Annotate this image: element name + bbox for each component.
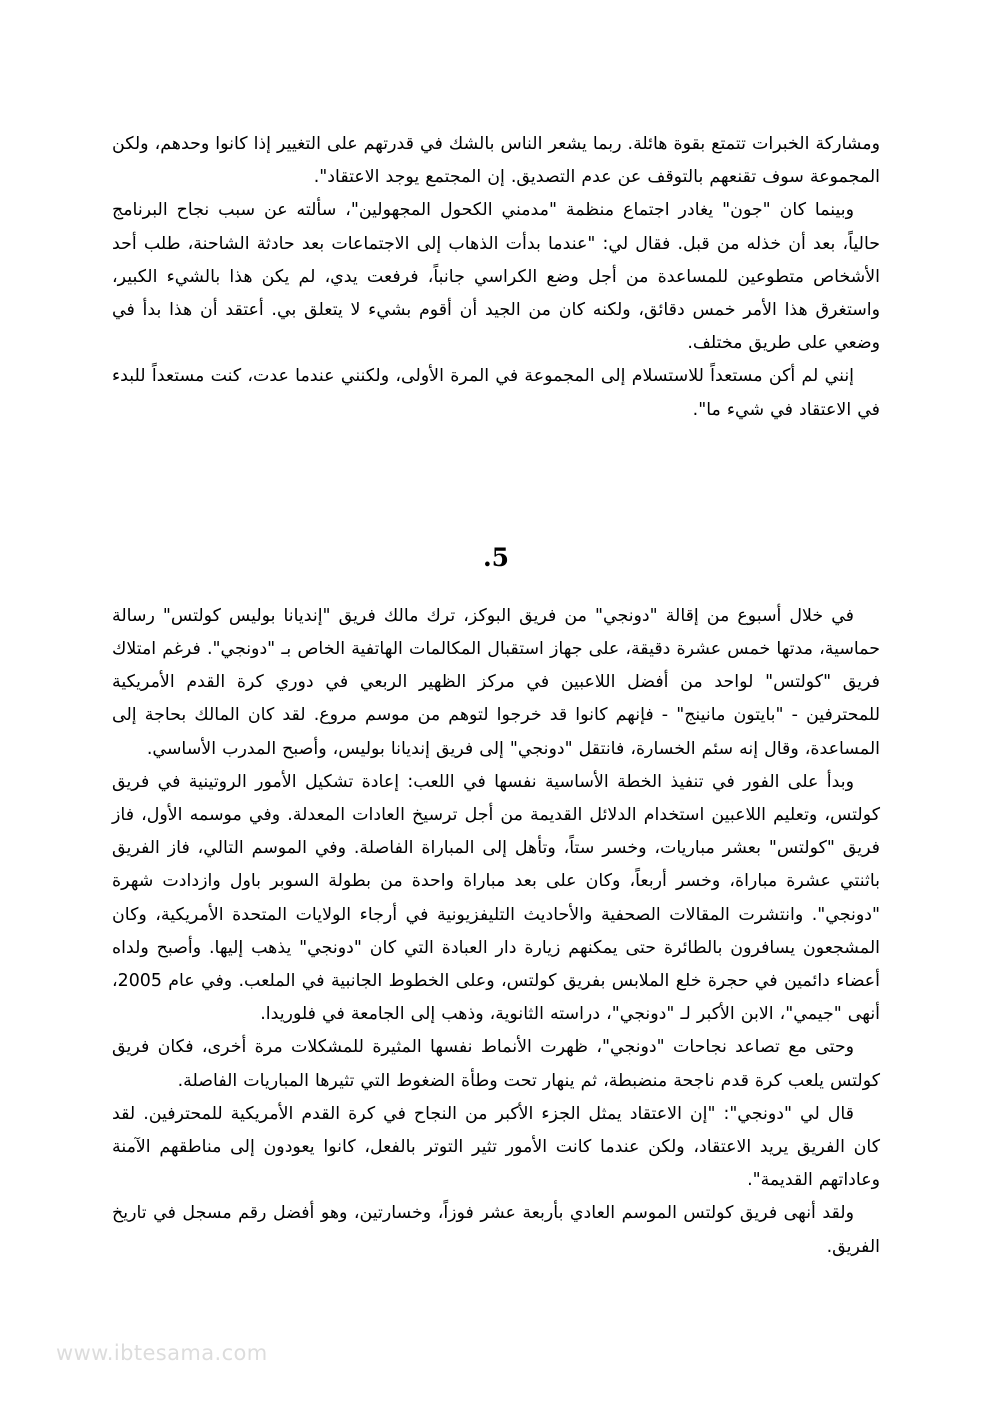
vertical-spacer bbox=[112, 427, 880, 545]
paragraph: ومشاركة الخبرات تتمتع بقوة هائلة. ربما يشعر الناس بالشك في قدرتهم على التغيير إذا كانوا وحدهم، ولكن المجموعة سوف تقنعهم بالتوقف عن عدم التصديق. إن المجتمع يوجد الاعتقاد". bbox=[112, 134, 880, 188]
site-watermark: www.ibtesama.com bbox=[56, 1341, 268, 1365]
paragraph: إنني لم أكن مستعداً للاستسلام إلى المجموعة في المرة الأولى، ولكنني عندما عدت، كنت مستعداً للبدء في الاعتقاد في شيء ما". bbox=[112, 366, 880, 420]
page-content bbox=[112, 128, 880, 1264]
paragraph: قال لي "دونجي": "إن الاعتقاد يمثل الجزء الأكبر من النجاح في كرة القدم الأمريكية للمحترفين. لقد كان الفريق يريد الاعتقاد، ولكن عندما كانت الأمور تثير التوتر بالفعل، كانوا يعودون إلى مناطقهم الآمنة وعاداتهم القديمة". bbox=[112, 1103, 880, 1191]
chapter-heading: .5 bbox=[482, 542, 510, 572]
paragraph: وبدأ على الفور في تنفيذ الخطة الأساسية نفسها في اللعب: إعادة تشكيل الأمور الروتينية في فريق كولتس، وتعليم اللاعبين استخدام الدلائل القديمة من أجل ترسيخ العادات المعدلة. وفي موسمه الأول، فاز فريق "كولتس" بعشر مباريات، وخسر ستاً، وتأهل إلى المباراة الفاصلة. وفي الموسم التالي، فاز الفريق باثنتي عشرة مباراة، وخسر أربعاً، وكان على بعد مباراة واحدة من بطولة السوبر باول وازدادت شهرة "دونجي". وانتشرت المقالات الصحفية والأحاديث التليفزيونية في أرجاء الولايات المتحدة الأمريكية، وكان المشجعون يسافرون بالطائرة حتى يمكنهم زيارة دار العبادة التي كان "دونجي" يذهب إليها. وأصبح ولداه أعضاء دائمين في حجرة خلع الملابس بفريق كولتس، وعلى الخطوط الجانبية في الملعب. وفي عام 2005، أنهى "جيمي"، الابن الأكبر لـ "دونجي"، دراسته الثانوية، وذهب إلى الجامعة في فلوريدا. bbox=[112, 771, 880, 1025]
paragraph: وحتى مع تصاعد نجاحات "دونجي"، ظهرت الأنماط نفسها المثيرة للمشكلات مرة أخرى، فكان فريق كولتس يلعب كرة قدم ناجحة منضبطة، ثم ينهار تحت وطأة الضغوط التي تثيرها المباريات الفاصلة. bbox=[112, 1037, 880, 1091]
text-block-bottom bbox=[112, 600, 880, 1264]
paragraph: في خلال أسبوع من إقالة "دونجي" من فريق البوكز، ترك مالك فريق "إنديانا بوليس كولتس" رسالة حماسية، مدتها خمس عشرة دقيقة، على جهاز استقبال المكالمات الهاتفية الخاص بـ "دونجي". فرغم امتلاك فريق "كولتس" لواحد من أفضل اللاعبين في مركز الظهير الربعي في دوري كرة القدم الأمريكية للمحترفين - "بايتون مانينج" - فإنهم كانوا قد خرجوا لتوهم من موسم مروع. لقد كان المالك بحاجة إلى المساعدة، وقال إنه سئم الخسارة، فانتقل "دونجي" إلى فريق إنديانا بوليس، وأصبح المدرب الأساسي. bbox=[112, 605, 880, 759]
vertical-spacer bbox=[112, 570, 880, 600]
paragraph: وبينما كان "جون" يغادر اجتماع منظمة "مدمني الكحول المجهولين"، سألته عن سبب نجاح البرنامج حالياً، بعد أن خذله من قبل. فقال لي: "عندما بدأت الذهاب إلى الاجتماعات بعد حادثة الشاحنة، طلب أحد الأشخاص متطوعين للمساعدة من أجل وضع الكراسي جانباً، فرفعت يدي، لم يكن هذا بالشيء الكبير، واستغرق هذا الأمر خمس دقائق، ولكنه كان من الجيد أن أقوم بشيء لا يتعلق بي. أعتقد أن هذا بدأ في وضعي على طريق مختلف. bbox=[112, 200, 880, 354]
paragraph: ولقد أنهى فريق كولتس الموسم العادي بأربعة عشر فوزاً، وخسارتين، وهو أفضل رقم مسجل في تاريخ الفريق. bbox=[112, 1203, 880, 1257]
text-block-top bbox=[112, 128, 880, 427]
